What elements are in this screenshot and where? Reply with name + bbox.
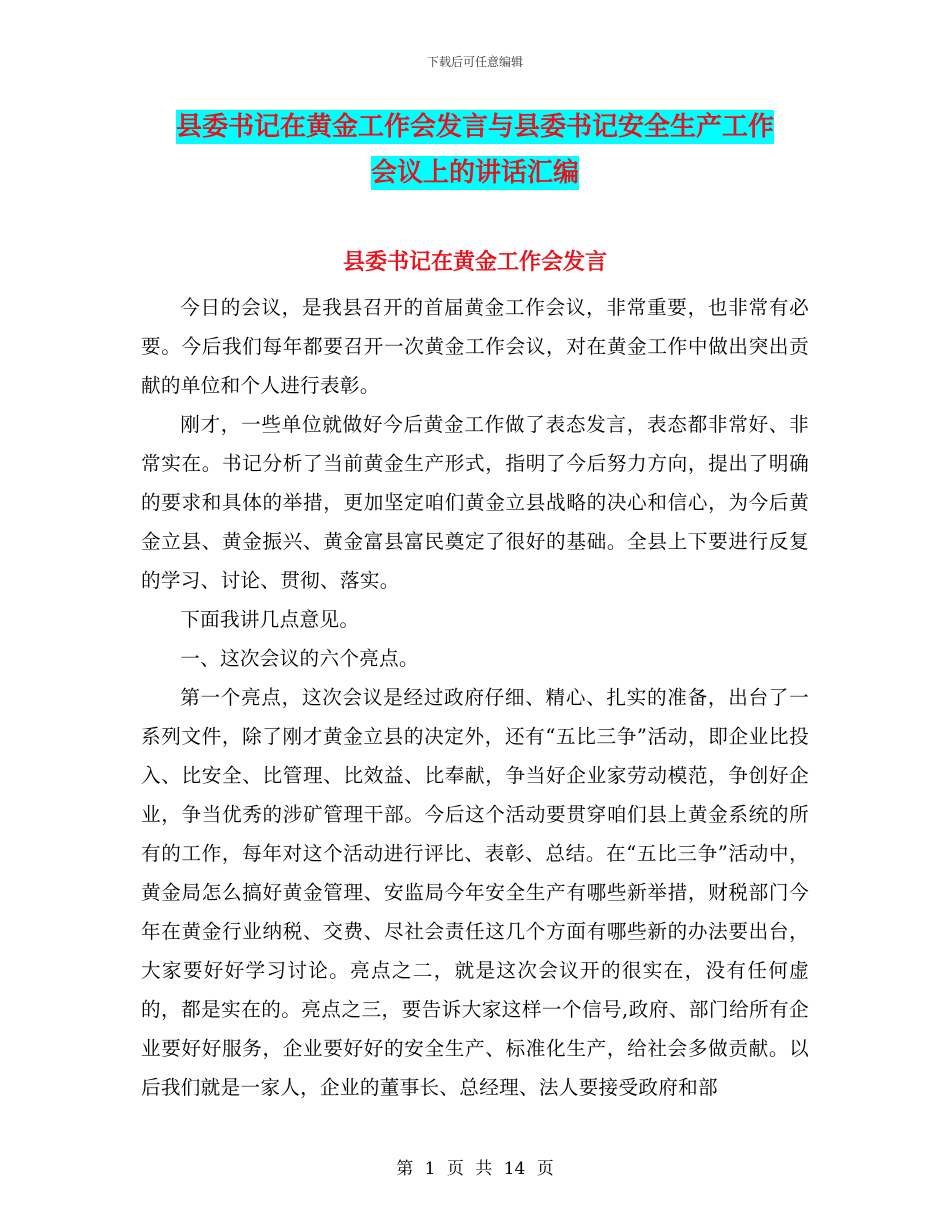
- document-title-line-1: 县委书记在黄金工作会发言与县委书记安全生产工作: [175, 112, 774, 142]
- paragraph: 今日的会议，是我县召开的首届黄金工作会议，非常重要，也非常有必要。今后我们每年都要召开一次黄金工作会议，对在黄金工作中做出突出贡献的单位和个人进行表彰。: [141, 296, 809, 397]
- page-number-footer: 第 1 页 共 14 页: [396, 1159, 554, 1179]
- paragraph: 一、这次会议的六个亮点。: [180, 647, 419, 670]
- page-header-note: 下载后可任意编辑: [426, 55, 523, 69]
- paragraph: 下面我讲几点意见。: [180, 608, 360, 631]
- section-title: 县委书记在黄金工作会发言: [342, 249, 607, 275]
- document-title-line-2: 会议上的讲话汇编: [370, 158, 579, 188]
- document-title: [140, 104, 810, 196]
- paragraph: 刚才，一些单位就做好今后黄金工作做了表态发言，表态都非常好、非常实在。书记分析了当前黄金生产形式，指明了今后努力方向，提出了明确的要求和具体的举措，更加坚定咱们黄金立县战略的决心和信心，为今后黄金立县、黄金振兴、黄金富县富民奠定了很好的基础。全县上下要进行反复的学习、讨论、贯彻、落实。: [141, 413, 809, 592]
- paragraph: 第一个亮点，这次会议是经过政府仔细、精心、扎实的准备，出台了一系列文件，除了刚才黄金立县的决定外，还有“五比三争”活动，即企业比投入、比安全、比管理、比效益、比奉献，争当好企业家劳动模范，争创好企业，争当优秀的涉矿管理干部。今后这个活动要贯穿咱们县上黄金系统的所有的工作，每年对这个活动进行评比、表彰、总结。在“五比三争”活动中，黄金局怎么搞好黄金管理、安监局今年安全生产有哪些新举措，财税部门今年在黄金行业纳税、交费、尽社会责任这几个方面有哪些新的办法要出台，大家要好好学习讨论。亮点之二，就是这次会议开的很实在，没有任何虚的，都是实在的。亮点之三，要告诉大家这样一个信号,政府、部门给所有企业要好好服务，企业要好好的安全生产、标准化生产，给社会多做贡献。以后我们就是一家人，企业的董事长、总经理、法人要接受政府和部: [141, 686, 809, 1099]
- document-body: [141, 288, 809, 1107]
